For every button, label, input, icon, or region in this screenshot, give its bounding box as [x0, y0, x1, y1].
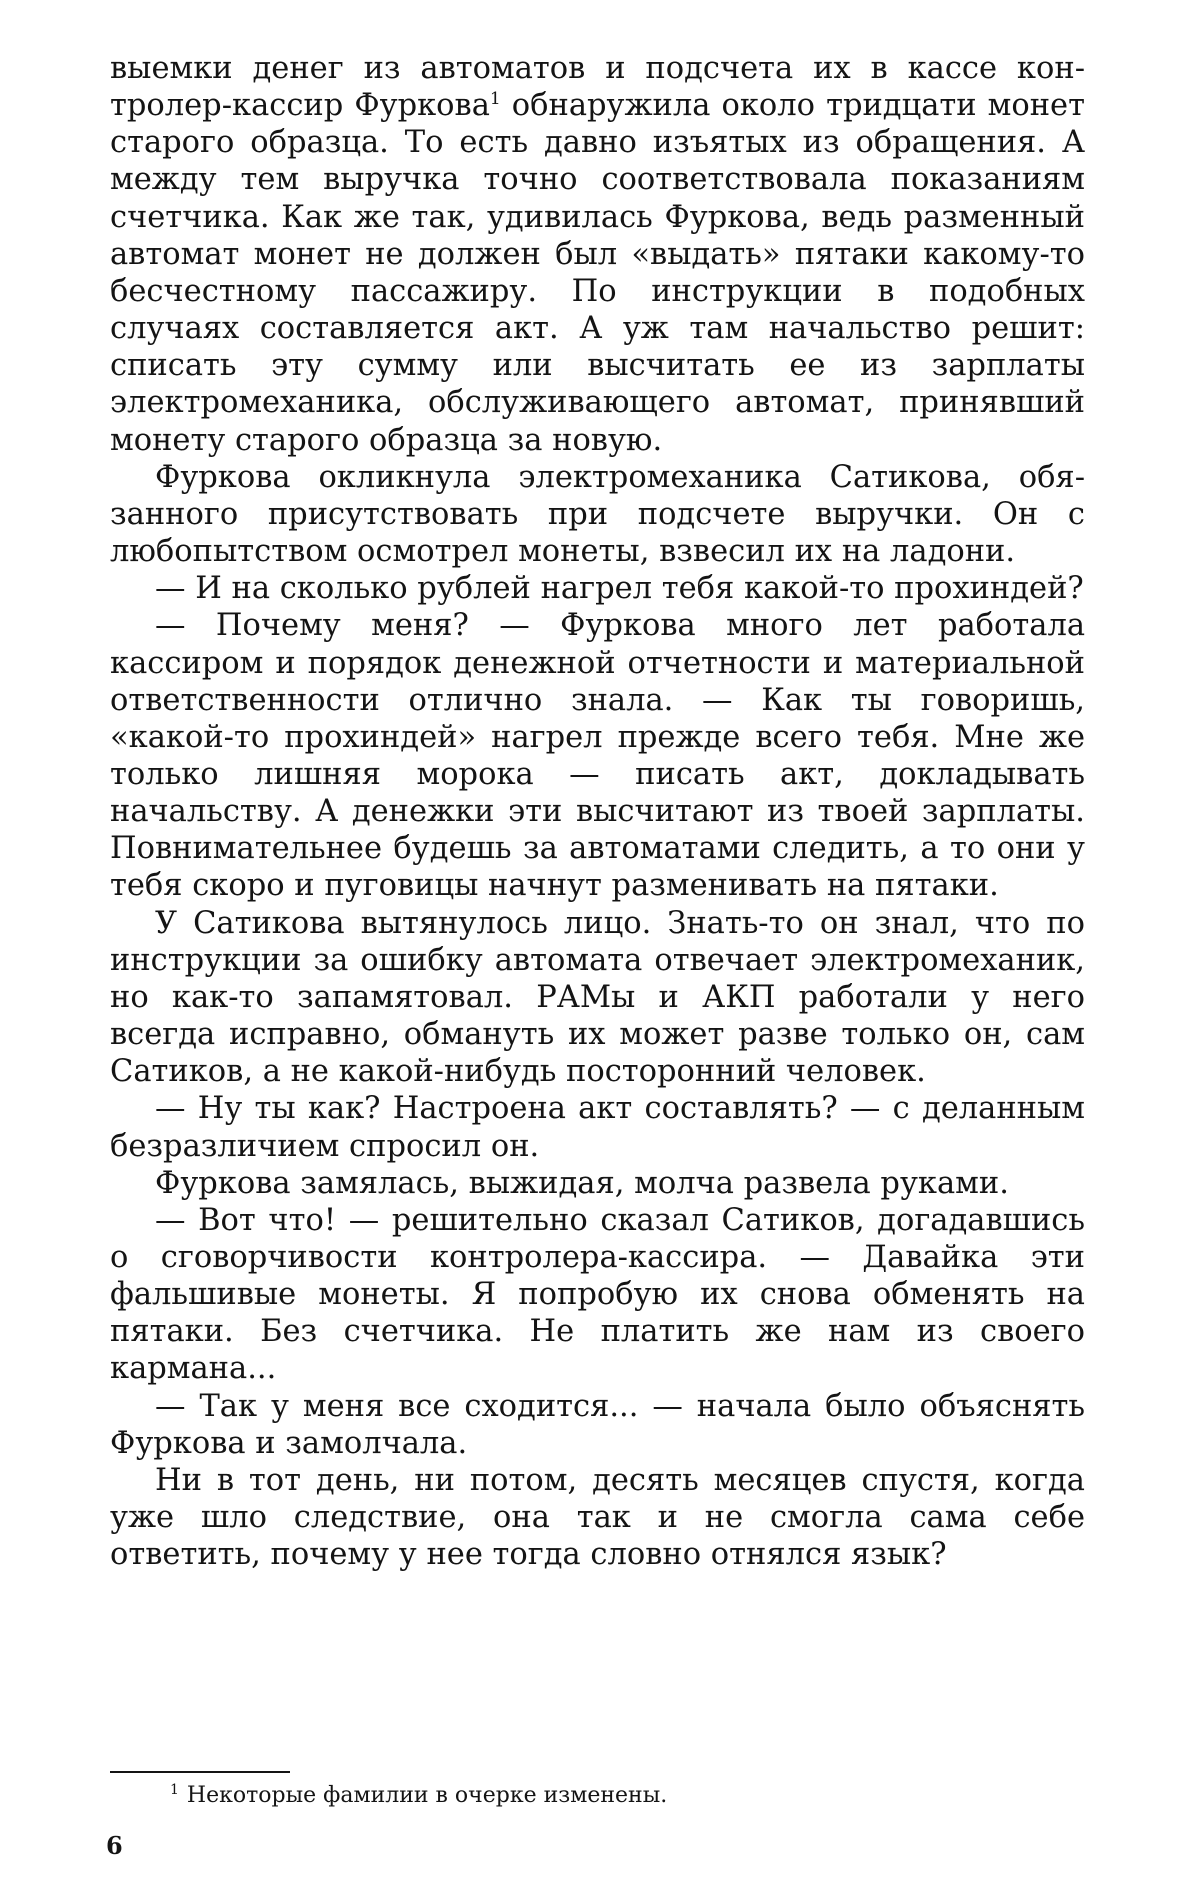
footnote-reference: 1 — [489, 89, 501, 109]
footnote-mark: 1 — [170, 1781, 179, 1798]
page-text — [110, 50, 1085, 1573]
paragraph-9: — Так у меня все сходится... — начала было объяснять Фуркова и замолчала. — [110, 1388, 1085, 1461]
paragraph-1 — [110, 50, 1085, 459]
paragraph-6: — Ну ты как? Настроена акт составлять? — с деланным безразличием спросил он. — [110, 1091, 1085, 1164]
paragraph-2: Фуркова окликнула электромеханика Сатикова, обязанного присутствовать при подсчете выручки. Он с любопытством осмотрел монеты, взвесил их на ладони. — [110, 459, 1085, 570]
footnote — [170, 1782, 1070, 1810]
paragraph-3: — И на сколько рублей нагрел тебя какой-то прохиндей? — [155, 571, 1084, 607]
paragraph-5: У Сатикова вытянулось лицо. Знать-то он знал, что по инструкции за ошибку автомата отвечает электромеханик, но как-то запамятовал. РАМы и АКП работали у него всегда исправно, обмануть их может разве только он, сам Сатиков, а не какой-нибудь посторонний человек. — [110, 905, 1085, 1090]
paragraph-8: — Вот что! — решительно сказал Сатиков, догадавшись о сговорчивости контролера-кассира. — Давайка эти фальшивые монеты. Я попробую их снова обменять на пятаки. Без счетчика. Не платить же нам из своего кармана... — [110, 1202, 1085, 1387]
paragraph-7: Фуркова замялась, выжидая, молча развела руками. — [155, 1165, 1009, 1201]
footnote-divider — [110, 1771, 290, 1773]
page-number: 6 — [106, 1831, 123, 1860]
paragraph-10: Ни в тот день, ни потом, десять месяцев спустя, когда уже шло следствие, она так и не смогла сама себе ответить, почему у нее тогда словно отнялся язык? — [110, 1462, 1085, 1573]
paragraph-4: — Почему меня? — Фуркова много лет работала кассиром и порядок денежной отчетности и материальной ответственности отлично знала. — Как ты говоришь, «какой-то прохиндей» нагрел прежде всего тебя. Мне же только лишняя морока — писать акт, докладывать начальству. А денежки эти высчитают из твоей зарплаты. Повнимательнее будешь за автоматами следить, а то они у тебя скоро и пуговицы начнут разменивать на пятаки. — [110, 608, 1085, 904]
footnote-text: Некоторые фамилии в очерке изменены. — [186, 1783, 668, 1808]
paragraph-1-rest: обнаружила около тридцати монет старого образца. То есть давно изъятых из обращения. А между тем выручка точно соответствовала показаниям счетчика. Как же так, удивилась Фуркова, ведь разменный автомат монет не должен был «выдать» пятаки какому-то бесчестному пассажиру. По инструкции в подобных случаях составляется акт. А уж там начальство решит: списать эту сумму или высчитать ее из зарплаты электромеханика, обслуживающего автомат, принявший монету старого образца за новую. — [110, 88, 1085, 458]
paragraph-1-start: выемки денег из автоматов и подсчета их в кассе контролер-кассир Фуркова — [110, 51, 1085, 124]
